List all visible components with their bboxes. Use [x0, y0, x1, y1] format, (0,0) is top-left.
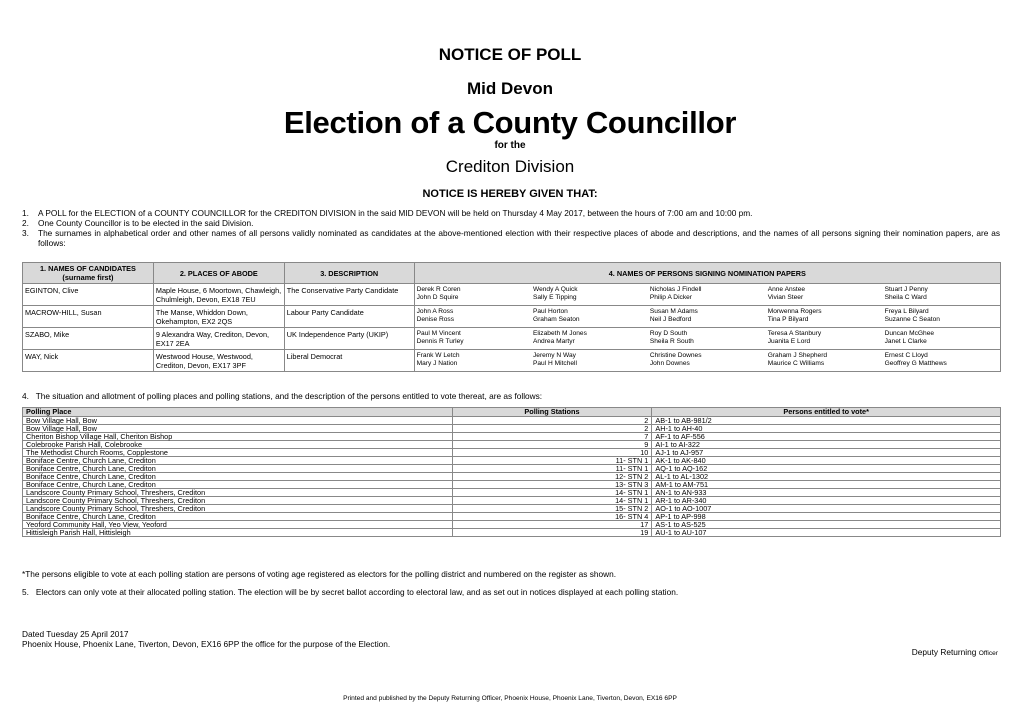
- signer-cell: [883, 306, 1001, 328]
- dated-block: [22, 629, 390, 649]
- polling-place: Landscore County Primary School, Threshers, Crediton: [23, 497, 453, 505]
- polling-table: [22, 407, 1001, 537]
- seconder-name: Suzanne C Seaton: [884, 316, 940, 323]
- polling-station: 7: [452, 433, 652, 441]
- paragraph-number: 2.: [22, 218, 29, 228]
- proposer-name: Frank W Letch: [416, 352, 460, 359]
- seconder-name: Paul H Mitchell: [532, 360, 577, 367]
- seconder-name: Denise Ross: [416, 316, 455, 323]
- polling-row: [23, 449, 1001, 457]
- proposer-name: Teresa A Stanbury: [767, 330, 822, 337]
- proposer-name: Roy D South: [649, 330, 688, 337]
- polling-row: [23, 473, 1001, 481]
- notice-heading: NOTICE OF POLL: [438, 45, 582, 64]
- imprint: Printed and published by the Deputy Returning Officer, Phoenix House, Phoenix Lane, Tiverton, Devon, EX16 6PP: [343, 695, 677, 702]
- seconder-name: Maurice C Williams: [767, 360, 825, 367]
- proposer-name: Freya L Bilyard: [884, 308, 929, 315]
- polling-station: 9: [452, 441, 652, 449]
- polling-place: Bow Village Hall, Bow: [23, 417, 453, 425]
- entitled-range: AS-1 to AS-525: [652, 521, 1001, 529]
- signer-cell: [531, 350, 648, 372]
- paragraph-1: [22, 208, 1000, 218]
- paragraph-text: One County Councillor is to be elected in the said Division.: [38, 218, 254, 228]
- paragraph-text: Electors can only vote at their allocated polling station. The election will be by secret ballot according to electoral law, and as set out in notices displayed at each polling station.: [35, 587, 679, 597]
- candidates-table: [22, 262, 1001, 372]
- names-header-sub: (surname first): [62, 273, 114, 282]
- polling-station: 14- STN 1: [452, 489, 652, 497]
- polling-station: 12- STN 2: [452, 473, 652, 481]
- polling-place: Boniface Centre, Church Lane, Crediton: [23, 473, 453, 481]
- polling-station: 17: [452, 521, 652, 529]
- proposer-name: Elizabeth M Jones: [532, 330, 587, 337]
- polling-row: [23, 513, 1001, 521]
- description-header: 3. DESCRIPTION: [284, 263, 414, 284]
- polling-row: [23, 417, 1001, 425]
- intro-paragraphs: [22, 208, 1000, 248]
- polling-place: Bow Village Hall, Bow: [23, 425, 453, 433]
- candidate-abode: 9 Alexandra Way, Crediton, Devon, EX17 2EA: [153, 328, 284, 350]
- signer-cell: [414, 328, 531, 350]
- entitled-range: AN-1 to AN-933: [652, 489, 1001, 497]
- proposer-name: John A Ross: [416, 308, 454, 315]
- seconder-name: Janet L Clarke: [884, 338, 927, 345]
- proposer-name: Derek R Coren: [416, 286, 461, 293]
- seconder-name: Sheila R South: [649, 338, 694, 345]
- signers-header: 4. NAMES OF PERSONS SIGNING NOMINATION PAPERS: [414, 263, 1000, 284]
- signer-cell: [531, 284, 648, 306]
- signer-cell: [883, 350, 1001, 372]
- paragraph-number: 3.: [22, 228, 29, 238]
- paragraph-text: The situation and allotment of polling places and polling stations, and the description of the persons entitled to vote thereat, are as follows:: [35, 391, 543, 401]
- proposer-name: Paul Horton: [532, 308, 568, 315]
- polling-place: Landscore County Primary School, Threshers, Crediton: [23, 505, 453, 513]
- candidate-name: EGINTON, Clive: [23, 284, 154, 306]
- signer-cell: [414, 284, 531, 306]
- polling-station: 15- STN 2: [452, 505, 652, 513]
- proposer-name: Duncan McGhee: [884, 330, 935, 337]
- candidate-description: Liberal Democrat: [284, 350, 414, 372]
- paragraph-number: 1.: [22, 208, 29, 218]
- polling-place: Landscore County Primary School, Threshers, Crediton: [23, 489, 453, 497]
- candidate-name: WAY, Nick: [23, 350, 154, 372]
- signer-cell: [766, 350, 883, 372]
- candidate-description: The Conservative Party Candidate: [284, 284, 414, 306]
- entitled-range: AM-1 to AM-751: [652, 481, 1001, 489]
- seconder-name: Tina P Bilyard: [767, 316, 809, 323]
- seconder-name: Dennis R Turley: [416, 338, 464, 345]
- polling-row: [23, 433, 1001, 441]
- signer-cell: [414, 306, 531, 328]
- footnote: *The persons eligible to vote at each polling station are persons of voting age registered as electors for the polling district and numbered on the register as shown.: [22, 569, 617, 579]
- deputy-title: Deputy Returning: [911, 647, 977, 657]
- page-title: Election of a County Councillor: [283, 105, 737, 140]
- signer-cell: [648, 350, 766, 372]
- proposer-name: Christine Downes: [649, 352, 702, 359]
- entitled-range: AJ-1 to AJ-957: [652, 449, 1001, 457]
- candidate-row: [23, 306, 1001, 328]
- signer-cell: [648, 328, 766, 350]
- polling-place: Yeoford Community Hall, Yeo View, Yeoford: [23, 521, 453, 529]
- candidate-row: [23, 284, 1001, 306]
- candidate-description: UK Independence Party (UKIP): [284, 328, 414, 350]
- paragraph-2: [22, 218, 1000, 228]
- seconder-name: Mary J Nation: [416, 360, 458, 367]
- entitled-range: AO-1 to AO-1007: [652, 505, 1001, 513]
- dated-line: Dated Tuesday 25 April 2017: [22, 629, 129, 639]
- signer-cell: [766, 306, 883, 328]
- entitled-range: AK-1 to AK-840: [652, 457, 1001, 465]
- proposer-name: Anne Anstee: [767, 286, 806, 293]
- candidate-abode: Westwood House, Westwood, Crediton, Devon, EX17 3PF: [153, 350, 284, 372]
- polling-station: 11- STN 1: [452, 457, 652, 465]
- seconder-name: Neil J Bedford: [649, 316, 692, 323]
- seconder-name: Andrea Martyr: [532, 338, 575, 345]
- entitled-range: AH-1 to AH-40: [652, 425, 1001, 433]
- polling-row: [23, 441, 1001, 449]
- signer-cell: [414, 350, 531, 372]
- candidate-abode: Maple House, 6 Moortown, Chawleigh, Chulmleigh, Devon, EX18 7EU: [153, 284, 284, 306]
- proposer-name: Nicholas J Findell: [649, 286, 702, 293]
- seconder-name: Graham Seaton: [532, 316, 580, 323]
- signer-cell: [766, 284, 883, 306]
- signer-cell: [883, 328, 1001, 350]
- proposer-name: Graham J Shepherd: [767, 352, 828, 359]
- seconder-name: Geoffrey G Matthews: [884, 360, 947, 367]
- polling-place: Colebrooke Parish Hall, Colebrooke: [23, 441, 453, 449]
- polling-place: The Methodist Church Rooms, Copplestone: [23, 449, 453, 457]
- entitled-range: AU-1 to AU-107: [652, 529, 1001, 537]
- entitled-range: AQ-1 to AQ-162: [652, 465, 1001, 473]
- candidate-name: MACROW-HILL, Susan: [23, 306, 154, 328]
- entitled-range: AB-1 to AB-981/2: [652, 417, 1001, 425]
- seconder-name: John D Squire: [416, 294, 459, 301]
- polling-station: 13- STN 3: [452, 481, 652, 489]
- paragraph-number: 4.: [22, 391, 29, 401]
- polling-header-row: [23, 408, 1001, 417]
- polling-station: 2: [452, 417, 652, 425]
- paragraph-text: The surnames in alphabetical order and other names of all persons validly nominated as candidates at the above-mentioned election with their respective places of abode and descriptions, and the names of all persons signing their nomination papers, are as follows:: [38, 228, 1000, 248]
- candidate-row: [23, 328, 1001, 350]
- entitled-range: AL-1 to AL-1302: [652, 473, 1001, 481]
- abode-header: 2. PLACES OF ABODE: [153, 263, 284, 284]
- area-heading: Mid Devon: [467, 79, 553, 98]
- polling-place: Hittisleigh Parish Hall, Hittisleigh: [23, 529, 453, 537]
- polling-station: 19: [452, 529, 652, 537]
- signer-cell: [531, 328, 648, 350]
- polling-place-header: Polling Place: [23, 408, 453, 417]
- proposer-name: Susan M Adams: [649, 308, 698, 315]
- polling-place: Boniface Centre, Church Lane, Crediton: [23, 513, 453, 521]
- polling-place: Cheriton Bishop Village Hall, Cheriton Bishop: [23, 433, 453, 441]
- polling-place: Boniface Centre, Church Lane, Crediton: [23, 465, 453, 473]
- paragraph-4: [22, 391, 542, 401]
- polling-row: [23, 505, 1001, 513]
- persons-entitled-header: Persons entitled to vote*: [652, 408, 1001, 417]
- polling-row: [23, 529, 1001, 537]
- polling-station: 11- STN 1: [452, 465, 652, 473]
- polling-row: [23, 465, 1001, 473]
- signer-cell: [766, 328, 883, 350]
- seconder-name: John Downes: [649, 360, 690, 367]
- polling-row: [23, 521, 1001, 529]
- entitled-range: AF-1 to AF-556: [652, 433, 1001, 441]
- candidate-row: [23, 350, 1001, 372]
- polling-stations-header: Polling Stations: [452, 408, 652, 417]
- candidates-header-row: [23, 263, 1001, 284]
- polling-station: 14- STN 1: [452, 497, 652, 505]
- paragraph-number: 5.: [22, 587, 29, 597]
- proposer-name: Ernest C Lloyd: [884, 352, 928, 359]
- signer-cell: [883, 284, 1001, 306]
- entitled-range: AI-1 to AI-322: [652, 441, 1001, 449]
- for-the-label: for the: [494, 140, 526, 151]
- seconder-name: Sally E Tipping: [532, 294, 577, 301]
- signer-cell: [648, 284, 766, 306]
- polling-station: 10: [452, 449, 652, 457]
- proposer-name: Jeremy N Way: [532, 352, 576, 359]
- seconder-name: Sheila C Ward: [884, 294, 927, 301]
- polling-station: 2: [452, 425, 652, 433]
- candidate-abode: The Manse, Whiddon Down, Okehampton, EX2 2QS: [153, 306, 284, 328]
- seconder-name: Juanita E Lord: [767, 338, 811, 345]
- names-header-label: 1. NAMES OF CANDIDATES: [39, 264, 136, 273]
- candidate-description: Labour Party Candidate: [284, 306, 414, 328]
- notice-given: NOTICE IS HEREBY GIVEN THAT:: [422, 188, 598, 200]
- proposer-name: Morwenna Rogers: [767, 308, 822, 315]
- entitled-range: AR-1 to AR-340: [652, 497, 1001, 505]
- seconder-name: Philip A Dicker: [649, 294, 692, 301]
- office-address: Phoenix House, Phoenix Lane, Tiverton, Devon, EX16 6PP the office for the purpose of the Election.: [22, 639, 391, 649]
- seconder-name: Vivian Steer: [767, 294, 804, 301]
- proposer-name: Wendy A Quick: [532, 286, 578, 293]
- entitled-range: AP-1 to AP-998: [652, 513, 1001, 521]
- proposer-name: Stuart J Penny: [884, 286, 928, 293]
- deputy-title-small: Officer: [978, 650, 998, 657]
- signer-cell: [531, 306, 648, 328]
- paragraph-5: [22, 587, 678, 597]
- polling-station: 16- STN 4: [452, 513, 652, 521]
- names-header: [23, 263, 154, 284]
- division-heading: Crediton Division: [445, 157, 575, 176]
- paragraph-text: A POLL for the ELECTION of a COUNTY COUNCILLOR for the CREDITON DIVISION in the said MID DEVON will be held on Thursday 4 May 2017, between the hours of 7:00 am and 10:00 pm.: [38, 208, 753, 218]
- polling-place: Boniface Centre, Church Lane, Crediton: [23, 457, 453, 465]
- signer-cell: [648, 306, 766, 328]
- polling-row: [23, 457, 1001, 465]
- deputy-returning-officer: [912, 647, 998, 657]
- candidate-name: SZABO, Mike: [23, 328, 154, 350]
- paragraph-3: [22, 228, 1000, 248]
- proposer-name: Paul M Vincent: [416, 330, 461, 337]
- polling-place: Boniface Centre, Church Lane, Crediton: [23, 481, 453, 489]
